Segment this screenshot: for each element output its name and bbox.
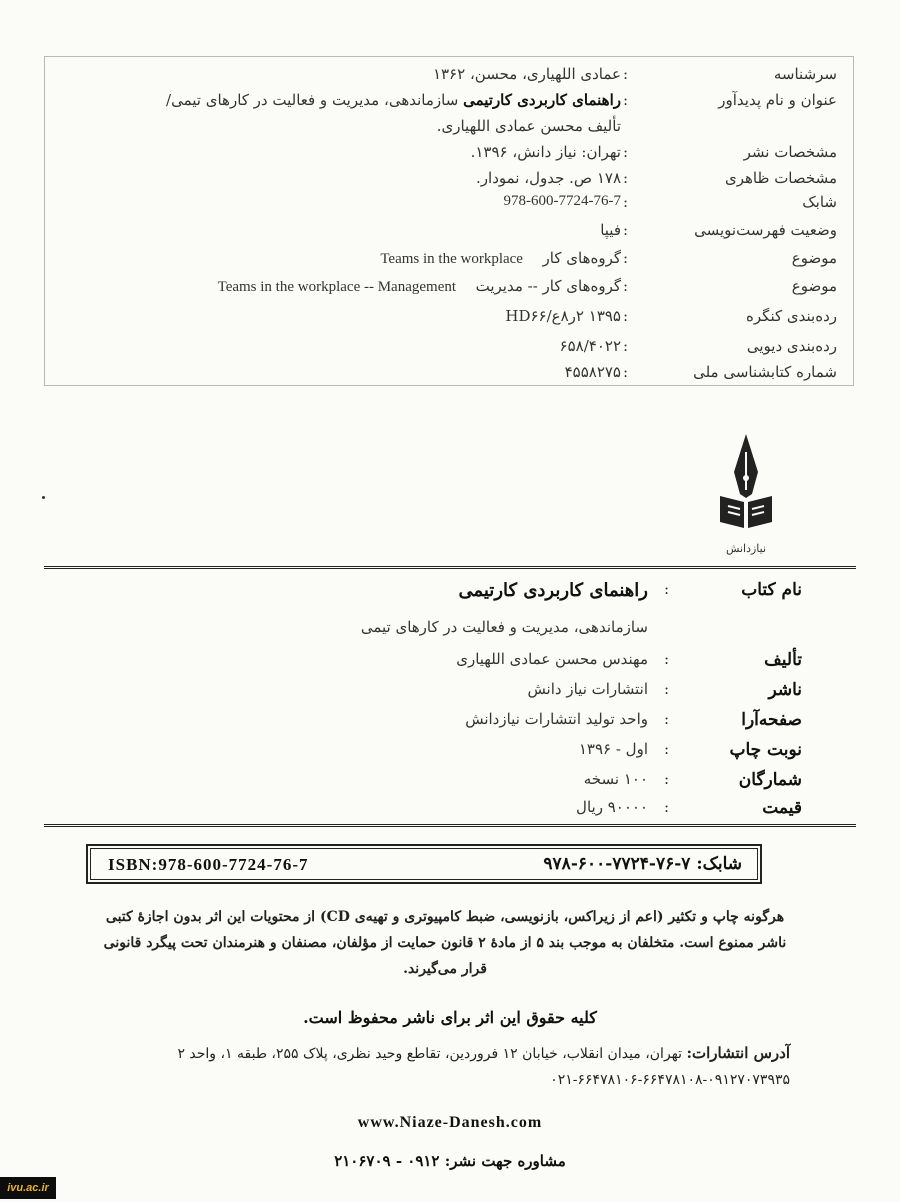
info-value: انتشارات نیاز دانش <box>527 680 648 698</box>
copyright-notice: هرگونه چاپ و تکثیر (اعم از زیراکس، بازنویسی، ضبط کامپیوتری و تهیه‌ی CD) از محتویات این اثر بدون اجازهٔ کتبی ناشر ممنوع است. متخلفان به موجب بند ۵ از مادهٔ ۲ قانون حمایت از مؤلفان، مصنفان و هنرمندان تحت پیگرد قانونی قرار می‌گیرند. <box>103 909 787 977</box>
isbn-box <box>86 844 762 884</box>
catalog-value: تهران: نیاز دانش، ۱۳۹۶. <box>470 143 621 161</box>
rights-reserved: کلیه حقوق این اثر برای ناشر محفوظ است. <box>303 1008 597 1027</box>
catalog-value: ۱۷۸ ص. جدول، نمودار. <box>476 169 621 187</box>
website-link[interactable]: www.Niaze-Danesh.com <box>357 1114 543 1131</box>
catalog-value-latin: Teams in the workplace -- Management <box>217 279 457 295</box>
catalog-row-author <box>45 117 855 143</box>
consult-phone: مشاوره جهت نشر: ۰۹۱۲ - ۲۱۰۶۷۰۹ <box>334 1152 566 1170</box>
publisher-address <box>60 1040 790 1093</box>
info-label: ناشر <box>768 680 802 700</box>
catalog-value: ۱۳۹۵ ۲ر۸ع/HD۶۶ <box>505 307 621 325</box>
info-label: نام کتاب <box>741 580 802 600</box>
catalog-row-status: وضعیت فهرست‌نویسی : فیپا <box>600 221 837 239</box>
info-row-author: تألیف : مهندس محسن عمادی اللهیاری <box>456 650 802 670</box>
catalog-row-main-entry: سرشناسه : عمادی اللهیاری، محسن، ۱۳۶۲ <box>432 65 837 83</box>
info-value: واحد تولید انتشارات نیازدانش <box>465 710 648 728</box>
catalog-title-bold: راهنمای کاربردی کارتیمی <box>463 91 621 109</box>
isbn-persian: شابک: ۷-۷۶-۷۷۲۴-۶۰۰-۹۷۸ <box>543 854 742 874</box>
catalog-value: 978-600-7724-76-7 <box>503 193 621 209</box>
catalog-row-dewey: رده‌بندی دیویی : ۶۵۸/۴۰۲۲ <box>559 337 837 355</box>
catalog-value: عمادی اللهیاری، محسن، ۱۳۶۲ <box>432 65 621 83</box>
book-title: راهنمای کاربردی کارتیمی <box>458 580 648 601</box>
catalog-label: موضوع <box>791 249 837 267</box>
info-row-edition: نوبت چاپ : اول - ۱۳۹۶ <box>578 740 802 760</box>
catalog-label: عنوان و نام پدیدآور <box>718 91 837 109</box>
info-value: ۱۰۰ نسخه <box>583 770 648 788</box>
divider <box>44 566 856 569</box>
catalog-label: سرشناسه <box>773 65 837 83</box>
catalog-label: رده‌بندی کنگره <box>746 307 837 325</box>
info-row-price: قیمت : ۹۰۰۰۰ ریال <box>576 798 802 818</box>
catalog-value: ۶۵۸/۴۰۲۲ <box>559 337 621 355</box>
info-label: صفحه‌آرا <box>741 710 802 730</box>
catalog-label: موضوع <box>791 277 837 295</box>
catalog-box <box>44 56 854 386</box>
catalog-row-subject-1: موضوع : Teams in the workplace گروه‌های کار <box>380 249 837 267</box>
divider <box>44 824 856 827</box>
catalog-row-title: عنوان و نام پدیدآور : راهنمای کاربردی کارتیمی سازماندهی، مدیریت و فعالیت در کارهای تیمی/ <box>166 91 837 109</box>
info-row-subtitle <box>0 618 900 648</box>
pen-nib-book-icon <box>716 432 776 538</box>
logo-caption: نیازدانش <box>725 542 767 555</box>
catalog-label: مشخصات نشر <box>743 143 837 161</box>
info-label: تألیف <box>764 650 802 670</box>
catalog-value: گروه‌های کار -- مدیریت <box>475 277 621 295</box>
address-text: تهران، میدان انقلاب، خیابان ۱۲ فروردین، تقاطع وحید نظری، پلاک ۲۵۵، طبقه ۱، واحد ۲ <box>177 1046 683 1062</box>
info-row-layout: صفحه‌آرا : واحد تولید انتشارات نیازدانش <box>465 710 802 730</box>
info-value: ۹۰۰۰۰ ریال <box>576 798 648 816</box>
address-phones: ۰۲۱-۶۶۴۷۸۱۰۶-۶۶۴۷۸۱۰۸-۰۹۱۲۷۰۷۳۹۳۵ <box>550 1072 790 1088</box>
info-value: اول - ۱۳۹۶ <box>578 740 648 758</box>
publisher-logo <box>716 432 776 558</box>
catalog-value: فیپا <box>600 221 621 239</box>
catalog-row-publication: مشخصات نشر : تهران: نیاز دانش، ۱۳۹۶. <box>470 143 837 161</box>
info-value: مهندس محسن عمادی اللهیاری <box>456 650 648 668</box>
catalog-row-physical: مشخصات ظاهری : ۱۷۸ ص. جدول، نمودار. <box>476 169 837 187</box>
catalog-value: ۴۵۵۸۲۷۵ <box>564 363 621 381</box>
catalog-row-national-no: شماره کتابشناسی ملی : ۴۵۵۸۲۷۵ <box>564 363 837 381</box>
isbn-latin: ISBN:978-600-7724-76-7 <box>108 855 309 874</box>
catalog-label: وضعیت فهرست‌نویسی <box>694 221 837 239</box>
catalog-value-latin: Teams in the workplace <box>380 251 523 267</box>
info-row-title: نام کتاب : راهنمای کاربردی کارتیمی <box>458 580 802 601</box>
address-label: آدرس انتشارات: <box>686 1044 790 1062</box>
catalog-row-lc: رده‌بندی کنگره : ۱۳۹۵ ۲ر۸ع/HD۶۶ <box>505 307 837 325</box>
watermark-badge: ivu.ac.ir <box>0 1177 56 1199</box>
catalog-value: گروه‌های کار <box>542 249 621 267</box>
info-label: قیمت <box>762 798 802 818</box>
catalog-label: شابک <box>802 193 837 211</box>
catalog-label: شماره کتابشناسی ملی <box>693 363 837 381</box>
catalog-row-isbn: شابک : 978-600-7724-76-7 <box>503 193 837 211</box>
book-subtitle: سازماندهی، مدیریت و فعالیت در کارهای تیمی <box>360 618 648 636</box>
catalog-row-subject-2: موضوع : Teams in the workplace -- Management گروه‌های کار -- مدیریت <box>217 277 837 295</box>
catalog-value: سازماندهی، مدیریت و فعالیت در کارهای تیمی/ <box>166 91 459 109</box>
info-label: نوبت چاپ <box>729 740 802 760</box>
catalog-value: تألیف محسن عمادی اللهیاری. <box>436 117 621 135</box>
catalog-label: رده‌بندی دیویی <box>746 337 837 355</box>
info-label: شمارگان <box>738 770 802 790</box>
info-row-publisher: ناشر : انتشارات نیاز دانش <box>527 680 802 700</box>
info-row-circulation: شمارگان : ۱۰۰ نسخه <box>583 770 802 790</box>
catalog-label: مشخصات ظاهری <box>724 169 837 187</box>
